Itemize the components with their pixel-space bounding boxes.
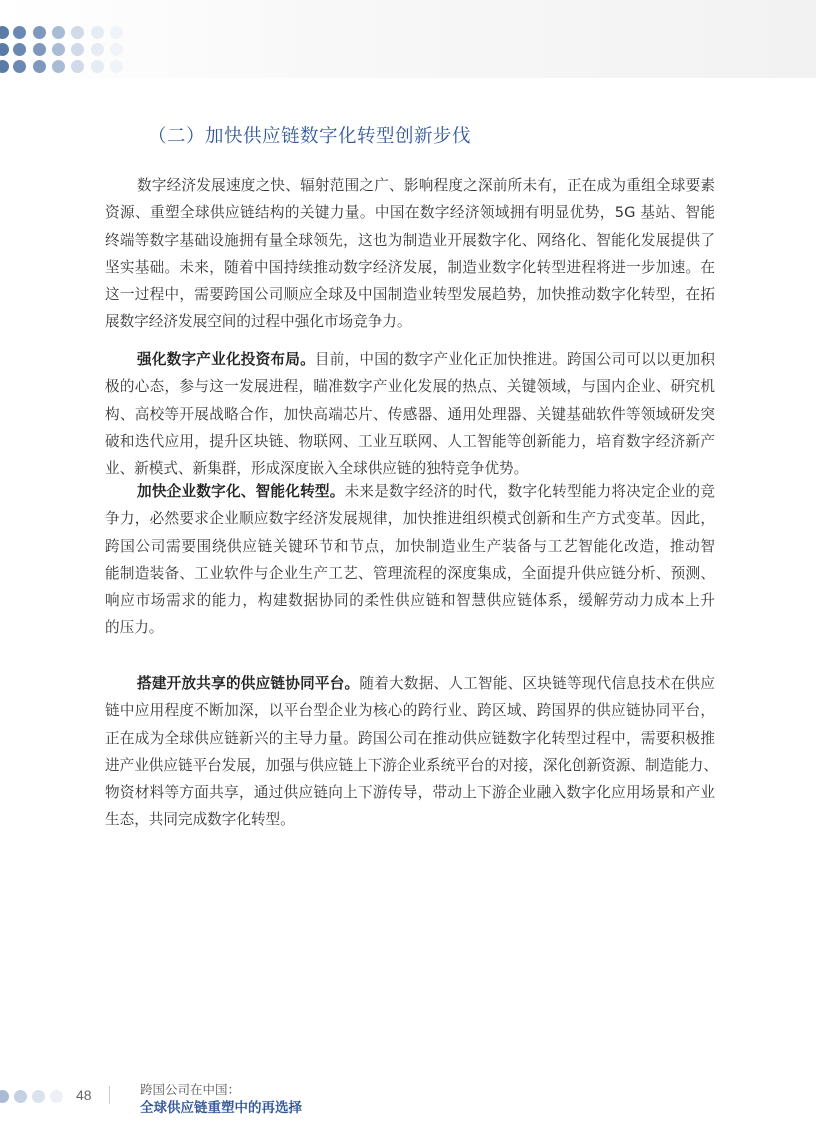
paragraph-text: 跨国公司需要围绕供应链关键环节和节点，加快制造业生产装备与工艺智能化改造，推动智 (105, 537, 715, 555)
header-dot (13, 43, 26, 56)
paragraph (105, 346, 715, 482)
header-dot (33, 26, 46, 39)
paragraph-line (105, 806, 715, 833)
paragraph-text: 物资材料等方面共享，通过供应链向上下游传导，带动上下游企业融入数字化应用场景和产业 (105, 784, 715, 802)
paragraph-line (105, 587, 715, 614)
paragraph-line (105, 281, 715, 308)
footer-book-title-line2: 全球供应链重塑中的再选择 (140, 1100, 302, 1116)
header-dot (71, 43, 84, 56)
paragraph-text: 的压力。 (105, 619, 164, 637)
paragraph-text: 数字经济发展速度之快、辐射范围之广、影响程度之深前所未有，正在成为重组全球要素 (137, 177, 715, 194)
paragraph-text: 业、新模式、新集群，形成深度嵌入全球供应链的独特竞争优势。 (105, 460, 529, 478)
paragraph-text: 链中应用程度不断加深，以平台型企业为核心的跨行业、跨区域、跨国界的供应链协同平台， (105, 702, 715, 720)
header-dot (91, 43, 104, 56)
header-dot (110, 26, 123, 39)
header-dot (13, 26, 26, 39)
paragraph-text: 正在成为全球供应链新兴的主导力量。跨国公司在推动供应链数字化转型过程中，需要积极推 (105, 729, 715, 747)
paragraph-line (105, 725, 715, 752)
paragraph-line (105, 614, 715, 641)
header-dot (52, 60, 65, 73)
paragraph-lead: 加快企业数字化、智能化转型。 (137, 483, 345, 500)
paragraph-lead: 强化数字产业化投资布局。 (137, 351, 315, 368)
footer-dot (14, 1090, 27, 1103)
paragraph-text: 这一过程中，需要跨国公司顺应全球及中国制造业转型发展趋势，加快推动数字化转型，在拓 (105, 286, 715, 304)
paragraph-text: 能制造装备、工业软件与企业生产工艺、管理流程的深度集成，全面提升供应链分析、预测、 (105, 564, 715, 582)
paragraph-text: 响应市场需求的能力，构建数据协同的柔性供应链和智慧供应链体系，缓解劳动力成本上升 (105, 592, 715, 610)
header-dot (52, 43, 65, 56)
paragraph-line (105, 254, 715, 281)
paragraph-line (105, 560, 715, 587)
paragraph-line (105, 308, 715, 335)
paragraph-line (105, 670, 715, 697)
paragraph-text: 极的心态，参与这一发展进程，瞄准数字产业化发展的热点、关键领域，与国内企业、研究机 (105, 378, 715, 396)
paragraph-text: 未来是数字经济的时代，数字化转型能力将决定企业的竞 (344, 483, 715, 500)
paragraph-line (105, 346, 715, 373)
paragraph-text: 随着大数据、人工智能、区块链等现代信息技术在供应 (359, 675, 715, 692)
header-dot (52, 26, 65, 39)
paragraph-line (105, 401, 715, 428)
paragraph-text: 生态，共同完成数字化转型。 (105, 811, 295, 829)
paragraph-line (105, 172, 715, 199)
header-dot (91, 60, 104, 73)
paragraph-line (105, 428, 715, 455)
footer-dot (32, 1090, 45, 1103)
paragraph-text: 展数字经济发展空间的过程中强化市场竞争力。 (105, 313, 412, 331)
page-number: 48 (76, 1087, 92, 1103)
section-title: （二）加快供应链数字化转型创新步伐 (148, 126, 472, 147)
header-dot (33, 43, 46, 56)
paragraph (105, 478, 715, 642)
paragraph-line (105, 697, 715, 724)
paragraph (105, 670, 718, 834)
footer-divider (109, 1086, 110, 1104)
paragraph-text: 争力，必然要求企业顺应数字经济发展规律，加快推进组织模式创新和生产方式变革。因此， (105, 510, 715, 528)
paragraph-lead: 搭建开放共享的供应链协同平台。 (137, 675, 360, 692)
footer-dot (0, 1090, 9, 1103)
header-dot (13, 60, 26, 73)
paragraph-text: 资源、重塑全球供应链结构的关键力量。中国在数字经济领域拥有明显优势，5G 基站、智能 (105, 204, 715, 222)
paragraph-text: 终端等数字基础设施拥有量全球领先，这也为制造业开展数字化、网络化、智能化发展提供了 (105, 231, 715, 249)
header-dot (110, 43, 123, 56)
paragraph-line (105, 227, 715, 254)
paragraph-line (105, 505, 715, 532)
paragraph-text: 坚实基础。未来，随着中国持续推动数字经济发展，制造业数字化转型进程将进一步加速。在 (105, 258, 715, 276)
header-dot (71, 60, 84, 73)
paragraph-text: 目前，中国的数字产业化正加快推进。跨国公司可以以更加积 (314, 351, 715, 368)
paragraph-text: 破和迭代应用，提升区块链、物联网、工业互联网、人工智能等创新能力，培育数字经济新产 (105, 432, 715, 450)
footer-dot (50, 1090, 63, 1103)
header-dot (33, 60, 46, 73)
paragraph-line (105, 779, 715, 806)
header-dot (110, 60, 123, 73)
paragraph-line (105, 199, 715, 226)
paragraph-text: 构、高校等开展战略合作，加快高端芯片、传感器、通用处理器、关键基础软件等领域研发突 (105, 405, 715, 423)
header-dot (71, 26, 84, 39)
paragraph-line (105, 373, 715, 400)
paragraph-line (105, 533, 715, 560)
paragraph (105, 172, 715, 336)
paragraph-text: 进产业供应链平台发展，加强与供应链上下游企业系统平台的对接，深化创新资源、制造能力、 (105, 756, 718, 774)
header-dot (91, 26, 104, 39)
paragraph-line (105, 752, 718, 779)
footer-book-title-line1: 跨国公司在中国： (140, 1082, 241, 1097)
paragraph-line (105, 478, 715, 505)
